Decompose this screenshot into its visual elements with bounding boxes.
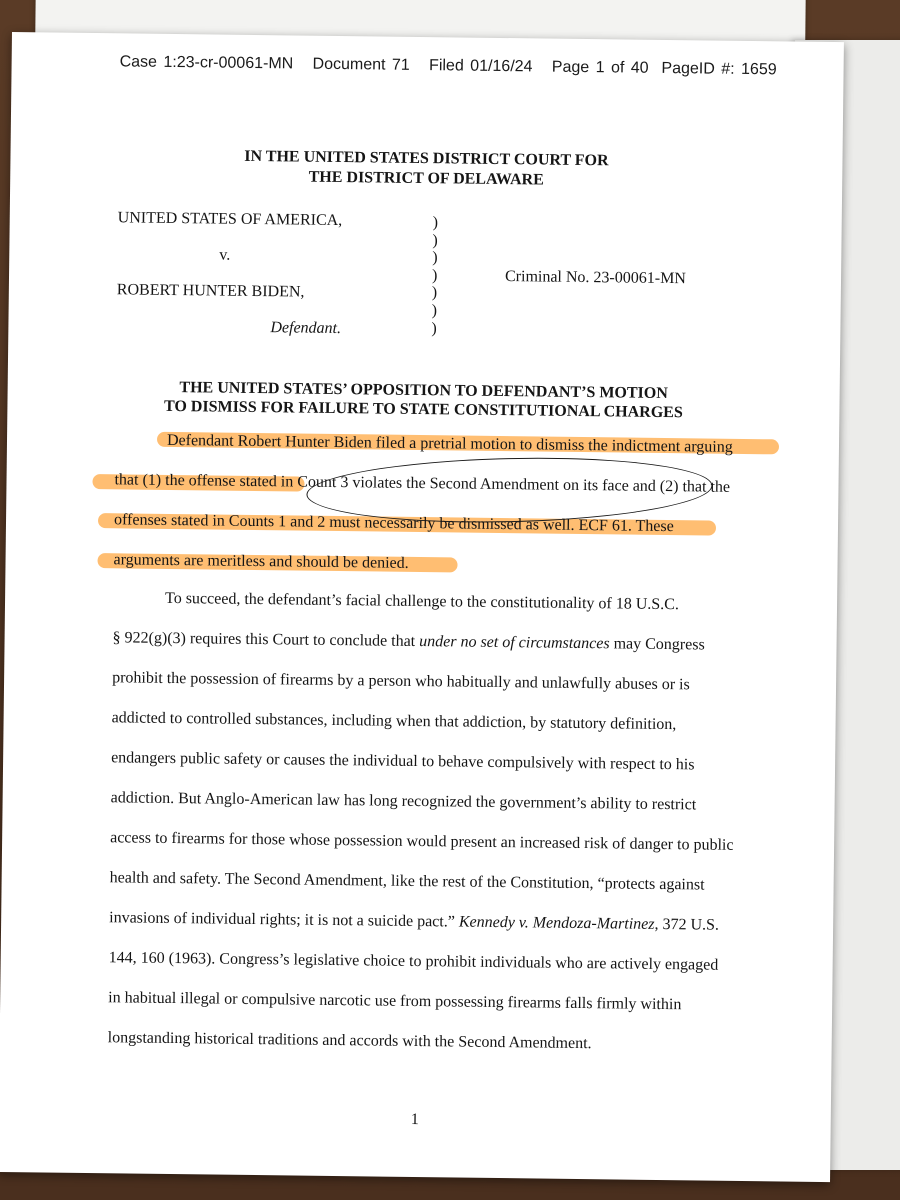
plaintiff-name: UNITED STATES OF AMERICA, [117, 209, 343, 230]
para2-line9-a: invasions of individual rights; it is not a suicide pact.” [109, 909, 459, 931]
para2-line10: 144, 160 (1963). Congress’s legislative choice to prohibit individuals who are actively engaged [108, 949, 719, 974]
para2-line1: To succeed, the defendant’s facial challenge to the constitutionality of 18 U.S.C. [164, 589, 680, 614]
defendant-role: Defendant. [270, 319, 342, 338]
document-number: Document 71 [312, 55, 410, 74]
document-page [0, 32, 844, 1182]
para1-line1: Defendant Robert Hunter Biden filed a pretrial motion to dismiss the indictment arguing [166, 431, 733, 456]
filed-date: Filed 01/16/24 [429, 57, 533, 76]
para2-line4: addicted to controlled substances, including when that addiction, by statutory definition, [111, 709, 677, 734]
para1-line3: offenses stated in Counts 1 and 2 must necessarily be dismissed as well. ECF 61. These [113, 511, 674, 536]
page-number: 1 [410, 1110, 419, 1129]
page-id: PageID #: 1659 [661, 59, 777, 79]
para1-line4: arguments are meritless and should be denied. [113, 551, 409, 572]
para2-line12: longstanding historical traditions and accords with the Second Amendment. [107, 1029, 592, 1053]
para2-line9-b: , 372 U.S. [654, 915, 720, 934]
para2-line9-italic: Kennedy v. Mendoza-Martinez [458, 913, 655, 933]
para2-line3: prohibit the possession of firearms by a person who habitually and unlawfully abuses or is [112, 669, 690, 694]
para2-line2-italic: under no set of circumstances [419, 633, 610, 653]
brief-title-line1: THE UNITED STATES’ OPPOSITION TO DEFENDANT’S MOTION [179, 379, 668, 403]
caption-parentheses: ) ) ) ) ) ) ) [431, 214, 439, 337]
para2-line11: in habitual illegal or compulsive narcotic use from possessing firearms falls firmly within [108, 989, 682, 1014]
page-count: Page 1 of 40 [551, 58, 649, 77]
para1-line2: that (1) the offense stated in Count 3 violates the Second Amendment on its face and (2) that the [114, 471, 731, 496]
criminal-number: Criminal No. 23-00061-MN [504, 268, 687, 288]
defendant-name: ROBERT HUNTER BIDEN, [116, 281, 305, 301]
versus: v. [219, 246, 231, 264]
para2-line8: health and safety. The Second Amendment, like the rest of the Constitution, “protects against [109, 869, 705, 894]
brief-title-line2: TO DISMISS FOR FAILURE TO STATE CONSTITUTIONAL CHARGES [163, 397, 683, 422]
para2-line9 [109, 909, 719, 934]
para2-line7: access to firearms for those whose possession would present an increased risk of danger to public [110, 829, 734, 854]
para2-line5: endangers public safety or causes the individual to behave compulsively with respect to his [111, 749, 695, 774]
case-number: Case 1:23-cr-00061-MN [119, 53, 294, 73]
court-name-line2: THE DISTRICT OF DELAWARE [308, 168, 544, 189]
para2-line2-b: may Congress [609, 635, 705, 654]
court-name-line1: IN THE UNITED STATES DISTRICT COURT FOR [244, 147, 609, 170]
ecf-header [120, 53, 777, 79]
para2-line6: addiction. But Anglo-American law has long recognized the government’s ability to restrict [110, 789, 697, 814]
para2-line2 [112, 629, 704, 654]
para2-line2-a: § 922(g)(3) requires this Court to conclude that [112, 629, 420, 651]
